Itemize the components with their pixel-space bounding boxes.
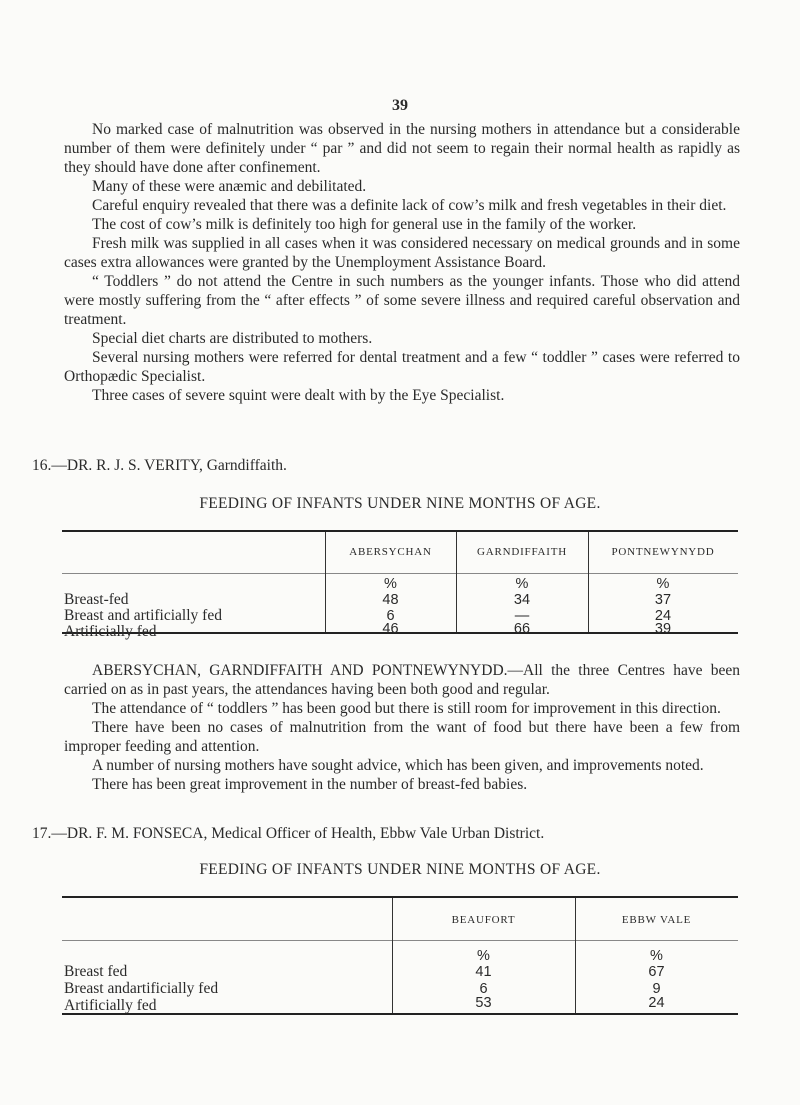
- paragraph: The cost of cow’s milk is definitely too high for general use in the family of the worker.: [92, 216, 637, 233]
- cell-value: 24: [648, 995, 665, 1011]
- table-bottom-rule: [62, 1013, 738, 1015]
- paragraph: Special diet charts are distributed to mothers.: [92, 330, 373, 347]
- cell-value: 39: [654, 621, 672, 637]
- paragraph: Many of these were anæmic and debilitated.: [92, 178, 367, 195]
- cell-value: 6: [386, 608, 395, 624]
- paragraph: A number of nursing mothers have sought advice, which has been given, and improvements noted.: [92, 757, 704, 774]
- cell-value: 53: [475, 995, 492, 1011]
- paragraph: “ Toddlers ” do not attend the Centre in such numbers as the younger infants. Those who did attend were mostly suffering from the “ after effects ” of some severe illness and required careful observation and treatment.: [64, 273, 740, 328]
- unit-label: %: [477, 948, 490, 964]
- column-header: ABERSYCHAN: [349, 546, 432, 558]
- section-16-heading: 16.—DR. R. J. S. VERITY, Garndiffaith.: [32, 457, 287, 474]
- cell-value: 46: [382, 621, 399, 637]
- row-label: Breast-fed: [64, 591, 129, 608]
- paragraph: No marked case of malnutrition was observed in the nursing mothers in attendance but a considerable number of them were definitely under “ par ” and did not seem to regain their normal health as rapidly as they should have done after confinement.: [64, 121, 740, 176]
- cell-value: 6: [479, 981, 488, 997]
- header-divider: [62, 573, 738, 574]
- column-header: EBBW VALE: [621, 914, 692, 926]
- section-16-text: [64, 661, 740, 794]
- column-header: GARNDIFFAITH: [476, 546, 568, 558]
- page-number: 39: [392, 97, 408, 114]
- cell-value: 41: [475, 964, 492, 980]
- row-label: Breast andartificially fed: [64, 980, 219, 997]
- table-top-rule: [62, 530, 738, 532]
- section-17-heading: 17.—DR. F. M. FONSECA, Medical Officer of Health, Ebbw Vale Urban District.: [32, 825, 545, 842]
- unit-label: %: [515, 576, 529, 592]
- row-label: Breast and artificially fed: [64, 607, 222, 624]
- unit-label: %: [384, 576, 397, 592]
- table-top-rule: [62, 896, 738, 898]
- column-header: BEAUFORT: [451, 914, 516, 926]
- cell-value: 66: [513, 621, 531, 637]
- section-17-table-title: FEEDING OF INFANTS UNDER NINE MONTHS OF AGE.: [199, 861, 601, 878]
- unit-label: %: [656, 576, 670, 592]
- paragraph: Several nursing mothers were referred for dental treatment and a few “ toddler ” cases were referred to Orthopædic Specialist.: [64, 349, 740, 385]
- intro-text: [64, 120, 740, 405]
- paragraph: Careful enquiry revealed that there was a definite lack of cow’s milk and fresh vegetables in their diet.: [92, 197, 727, 214]
- row-label: Artificially fed: [64, 623, 157, 640]
- cell-value: 34: [513, 592, 531, 608]
- row-label: Breast fed: [64, 963, 128, 980]
- paragraph: There has been great improvement in the number of breast-fed babies.: [92, 776, 528, 793]
- section-16-table-title: FEEDING OF INFANTS UNDER NINE MONTHS OF AGE.: [199, 495, 601, 512]
- row-label: Artificially fed: [64, 997, 157, 1014]
- cell-value: —: [514, 608, 530, 624]
- cell-value: 9: [652, 981, 661, 997]
- paragraph: ABERSYCHAN, GARNDIFFAITH AND PONTNEWYNYDD.—All the three Centres have been carried on as in past years, the attendances having been both good and regular.: [64, 662, 740, 698]
- paragraph: There have been no cases of malnutrition from the want of food but there have been a few from improper feeding and attention.: [64, 719, 740, 755]
- cell-value: 37: [654, 592, 672, 608]
- column-header: PONTNEWYNYDD: [611, 546, 715, 558]
- paragraph: The attendance of “ toddlers ” has been good but there is still room for improvement in this direction.: [92, 700, 721, 717]
- cell-value: 67: [648, 964, 665, 980]
- paragraph: Three cases of severe squint were dealt with by the Eye Specialist.: [92, 387, 505, 404]
- cell-value: 48: [382, 592, 399, 608]
- paragraph: Fresh milk was supplied in all cases when it was considered necessary on medical grounds and in some cases extra allowances were granted by the Unemployment Assistance Board.: [64, 235, 740, 271]
- header-divider: [62, 940, 738, 941]
- cell-value: 24: [654, 608, 672, 624]
- unit-label: %: [650, 948, 663, 964]
